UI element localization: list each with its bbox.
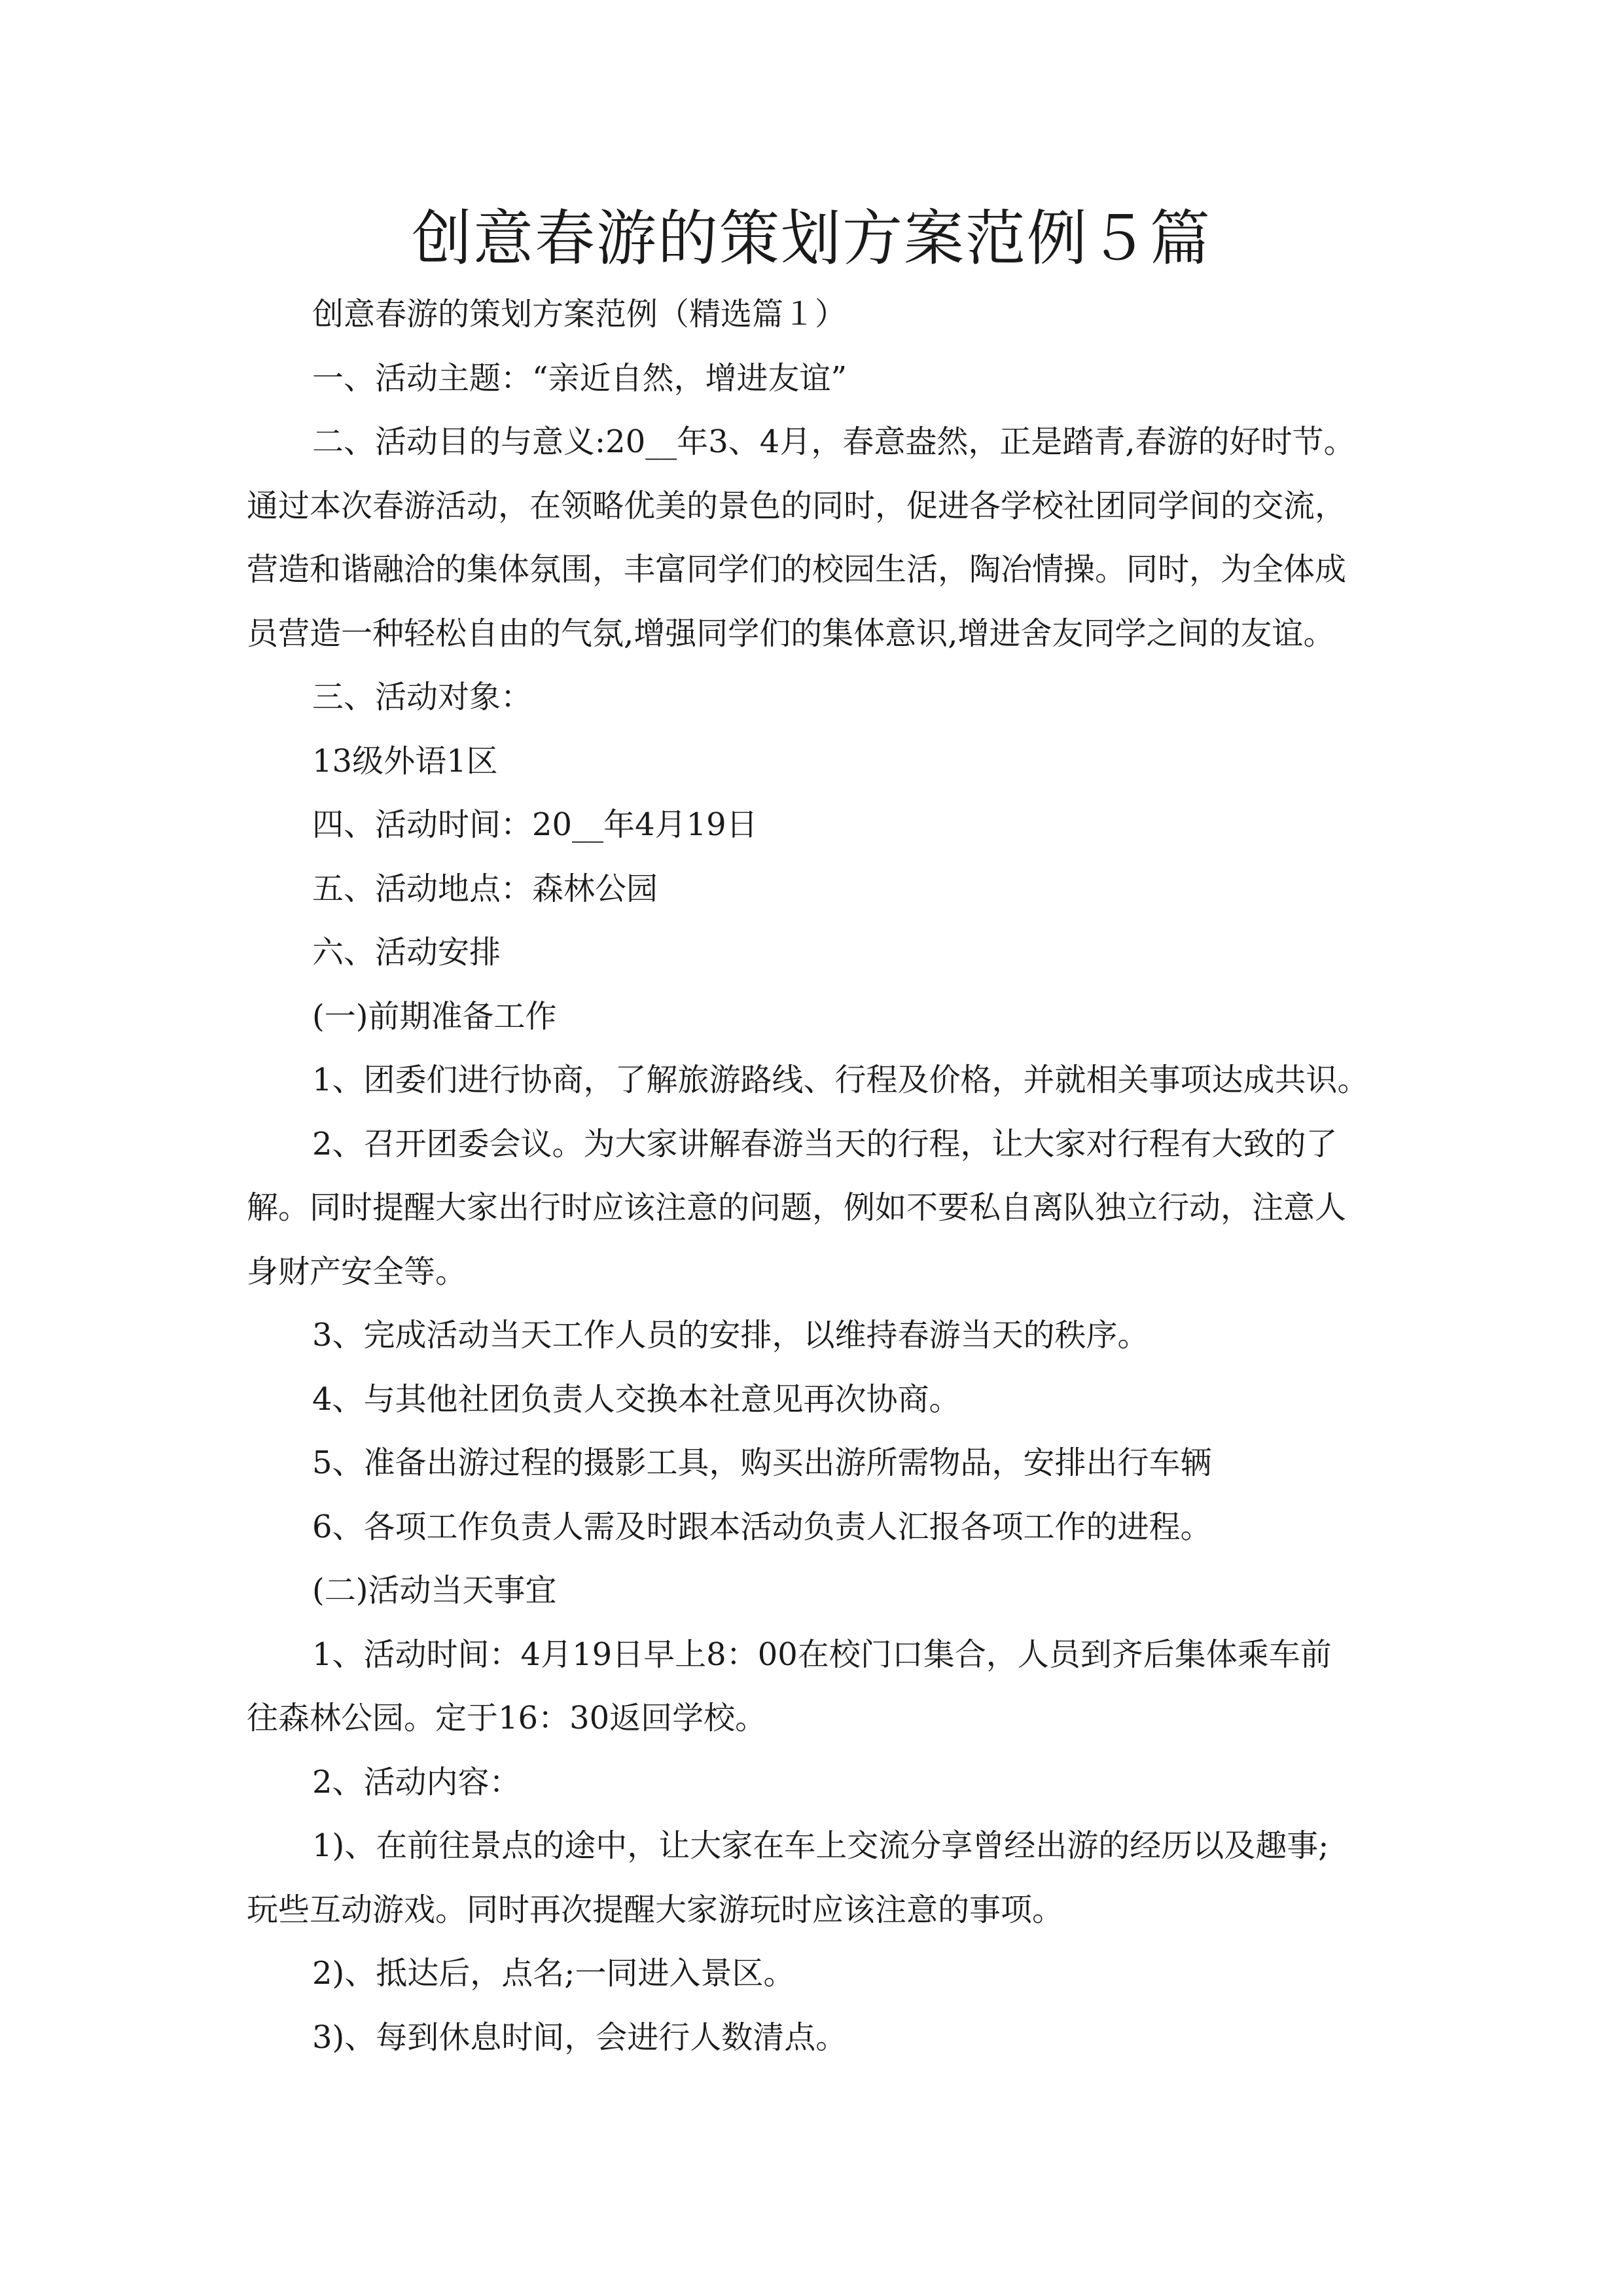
paragraph: 3、完成活动当天工作人员的安排，以维持春游当天的秩序。 bbox=[312, 1317, 1149, 1354]
paragraph: 2)、抵达后，点名;一同进入景区。 bbox=[312, 1955, 795, 1992]
paragraph: 13级外语1区 bbox=[312, 742, 498, 780]
paragraph: 五、活动地点：森林公园 bbox=[312, 870, 658, 907]
paragraph: 三、活动对象： bbox=[312, 679, 533, 715]
paragraph: 二、活动目的与意义:20__年3、4月，春意盎然，正是踏青,春游的好时节。 bbox=[312, 423, 1355, 460]
paragraph: 4、与其他社团负责人交换本社意见再次协商。 bbox=[312, 1380, 961, 1418]
paragraph: 2、召开团委会议。为大家讲解春游当天的行程，让大家对行程有大致的了 bbox=[312, 1125, 1338, 1162]
paragraph: 1、活动时间：4月19日早上8：00在校门口集合，人员到齐后集体乘车前 bbox=[312, 1636, 1332, 1673]
paragraph: 身财产安全等。 bbox=[247, 1253, 467, 1290]
paragraph: 往森林公园。定于16：30返回学校。 bbox=[247, 1700, 767, 1736]
paragraph: 玩些互动游戏。同时再次提醒大家游玩时应该注意的事项。 bbox=[247, 1891, 1064, 1928]
paragraph: (一)前期准备工作 bbox=[312, 997, 557, 1035]
paragraph: 营造和谐融洽的集体氛围，丰富同学们的校园生活，陶冶情操。同时，为全体成 bbox=[247, 551, 1347, 588]
paragraph: 3)、每到休息时间，会进行人数清点。 bbox=[312, 2018, 847, 2056]
paragraph: 员营造一种轻松自由的气氛,增强同学们的集体意识,增进舍友同学之间的友谊。 bbox=[247, 615, 1335, 652]
document-title: 创意春游的策划方案范例５篇 bbox=[411, 204, 1211, 274]
paragraph: 解。同时提醒大家出行时应该注意的问题，例如不要私自离队独立行动，注意人 bbox=[247, 1189, 1347, 1226]
paragraph: 一、活动主题：“亲近自然，增进友谊” bbox=[312, 359, 847, 397]
paragraph: 1、团委们进行协商，了解旅游路线、行程及价格，并就相关事项达成共识。 bbox=[312, 1062, 1369, 1098]
paragraph: 5、准备出游过程的摄影工具，购买出游所需物品，安排出行车辆 bbox=[312, 1444, 1212, 1481]
paragraph: (二)活动当天事宜 bbox=[312, 1572, 557, 1609]
paragraph: 六、活动安排 bbox=[312, 934, 501, 971]
paragraph: 四、活动时间：20__年4月19日 bbox=[312, 806, 758, 843]
paragraph: 2、活动内容： bbox=[312, 1763, 521, 1801]
paragraph: 1)、在前往景点的途中，让大家在车上交流分享曾经出游的经历以及趣事; bbox=[312, 1827, 1329, 1864]
paragraph: 6、各项工作负责人需及时跟本活动负责人汇报各项工作的进程。 bbox=[312, 1508, 1212, 1545]
paragraph: 通过本次春游活动，在领略优美的景色的同时，促进各学校社团同学间的交流， bbox=[247, 487, 1347, 524]
paragraph: 创意春游的策划方案范例（精选篇１） bbox=[312, 296, 847, 332]
document-body bbox=[247, 283, 1405, 2070]
